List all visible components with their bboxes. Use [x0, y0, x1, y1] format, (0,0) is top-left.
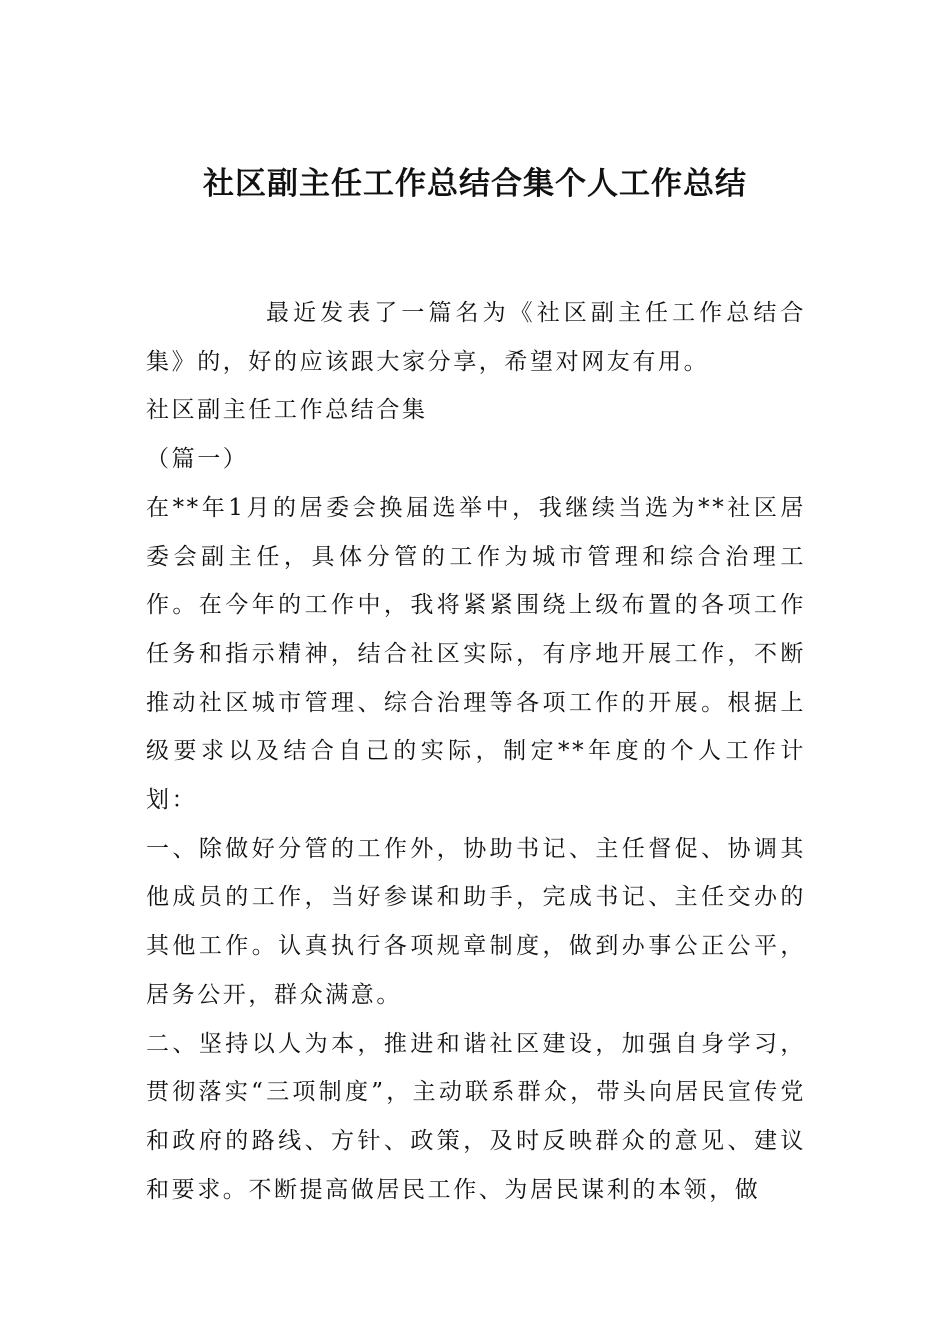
section-label: （篇一）: [146, 446, 249, 473]
document-title: 社区副主任工作总结合集个人工作总结: [203, 166, 747, 202]
list-item-one: 一、除做好分管的工作外，协助书记、主任督促、协调其他成员的工作，当好参谋和助手，完成书记、主任交办的其他工作。认真执行各项规章制度，做到办事公正公平，居务公开，群众满意。: [146, 835, 806, 1008]
body-paragraph: 在**年1月的居委会换届选举中，我继续当选为**社区居委会副主任，具体分管的工作为城市管理和综合治理工作。在今年的工作中，我将紧紧围绕上级布置的各项工作任务和指示精神，结合社区实际，有序地开展工作，不断推动社区城市管理、综合治理等各项工作的开展。根据上级要求以及结合自己的实际，制定**年度的个人工作计划：: [146, 494, 806, 814]
document-body: [146, 289, 806, 1214]
collection-heading: 社区副主任工作总结合集: [146, 397, 428, 424]
intro-paragraph: 最近发表了一篇名为《社区副主任工作总结合集》的，好的应该跟大家分享，希望对网友有用。: [146, 300, 806, 375]
list-item-two: 二、坚持以人为本，推进和谐社区建设，加强自身学习，贯彻落实“三项制度”，主动联系群众，带头向居民宣传党和政府的路线、方针、政策，及时反映群众的意见、建议和要求。不断提高做居民工作、为居民谋利的本领，做: [146, 1030, 806, 1203]
